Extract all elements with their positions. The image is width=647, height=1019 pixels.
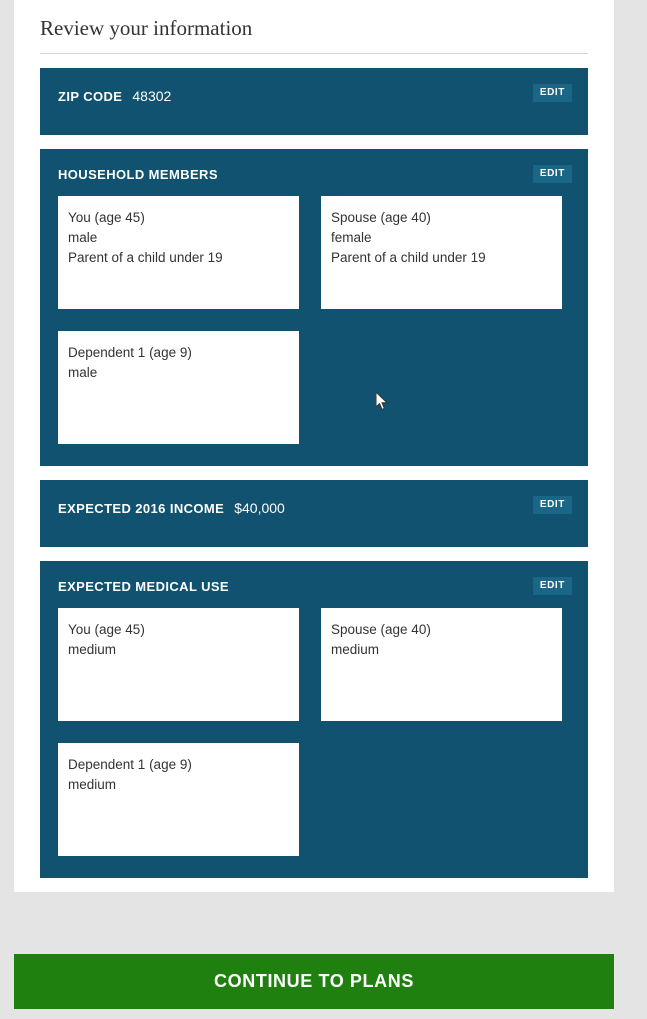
medical-use-cards [40,594,588,878]
medical-member-level: medium [68,777,117,792]
income-panel [40,480,588,547]
member-note: Parent of a child under 19 [331,250,486,265]
medical-use-label: EXPECTED MEDICAL USE [58,579,230,594]
household-members-cards [40,182,588,466]
member-gender: male [68,230,98,245]
edit-medical-use-button[interactable]: EDIT [533,577,572,595]
household-members-label: HOUSEHOLD MEMBERS [58,167,218,182]
medical-use-card [58,743,299,856]
medical-use-card [321,608,562,721]
member-name: You (age 45) [68,210,145,225]
income-label: EXPECTED 2016 INCOME [58,500,225,516]
household-member-card [321,196,562,309]
medical-member-name: Spouse (age 40) [331,622,431,637]
edit-zip-code-button[interactable]: EDIT [533,84,572,102]
edit-household-members-button[interactable]: EDIT [533,165,572,183]
income-header [40,480,588,516]
income-value: $40,000 [234,500,285,516]
member-name: Spouse (age 40) [331,210,431,225]
medical-member-name: Dependent 1 (age 9) [68,757,192,772]
medical-member-name: You (age 45) [68,622,145,637]
zip-code-panel [40,68,588,135]
review-page [14,0,614,892]
household-member-card [58,331,299,444]
household-members-header [40,149,588,182]
medical-member-level: medium [68,642,117,657]
member-gender: female [331,230,372,245]
household-member-card [58,196,299,309]
medical-use-card [58,608,299,721]
zip-code-header [40,68,588,104]
edit-income-button[interactable]: EDIT [533,496,572,514]
page-title: Review your information [40,0,588,54]
member-name: Dependent 1 (age 9) [68,345,192,360]
medical-use-panel [40,561,588,878]
continue-to-plans-button[interactable]: CONTINUE TO PLANS [14,954,614,1009]
medical-use-header [40,561,588,594]
zip-code-value: 48302 [132,88,172,104]
member-gender: male [68,365,98,380]
medical-member-level: medium [331,642,380,657]
zip-code-label: ZIP CODE [58,88,123,104]
household-members-panel [40,149,588,466]
member-note: Parent of a child under 19 [68,250,223,265]
